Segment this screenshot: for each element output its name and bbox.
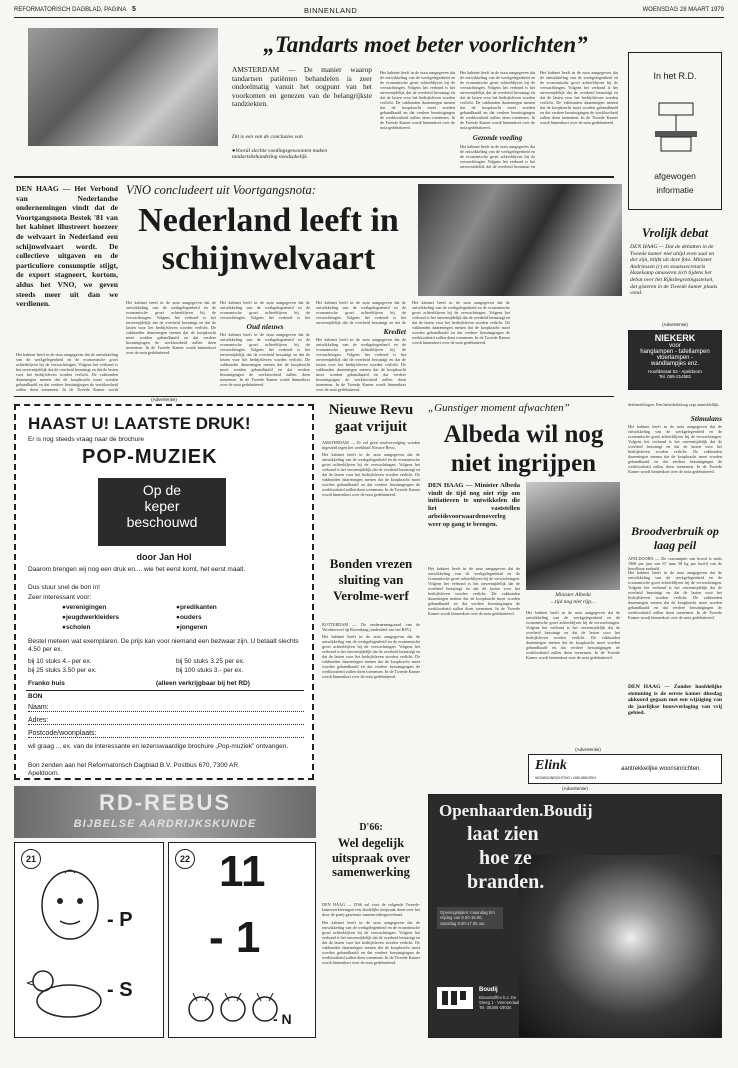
animals-drawing xyxy=(183,979,283,1038)
albeda-lead: DEN HAAG — Minister Albeda vindt de tijd nog niet rijp om initiatieven te ontwikkelen die het vaststellen arbeidsvoorwaardenoverleg weer op gang te brengen. xyxy=(428,482,520,528)
popmuziek-p3: Zeer interessant voor: xyxy=(28,594,92,601)
tandarts-intro2: ● Voorál slechte voedingsgewoonten maken tandartsbehandeling noodzakelijk. xyxy=(232,148,372,161)
vno-oud-nieuws: Oud nieuws xyxy=(246,322,284,331)
group-jeugdwerkleiders: ● jeugdwerkleiders xyxy=(62,614,119,621)
boudij-ad xyxy=(428,794,722,1038)
bon-postcode[interactable]: Postcode/woonplaats: xyxy=(28,730,304,738)
popmuziek-ad xyxy=(14,404,314,780)
popmuziek-p1: Daarom brengen wij nog een druk en.... wie het eerst komt, het eerst maalt. xyxy=(28,566,246,573)
boudij-line3: hoe ze xyxy=(479,847,532,869)
brood-body: Het kabinet heeft in de nota aangegeven dat de ontwikkeling van de werkgelegenheid en de economische groei achterblijven bij de verwachtingen. Volgens het verbond is het onvermijdelijk dat de overheid bezuinigt en dat de lasten voor het bedrijfsleven worden verlicht. De vakbonden daarentegen menen dat de koopkracht moet worden gehandhaafd en dat verdere bezuinigingen de werkloosheid zullen doen toenemen. In de Tweede Kamer wordt binnenkort over de nota gedebatteerd. xyxy=(628,570,722,620)
niekerk-address: Hoofdstraat 53 - Apeldoorn xyxy=(648,369,702,374)
rebus-minus-p: - P xyxy=(107,909,133,931)
bon-divider xyxy=(26,690,304,691)
brood-text: APELDOORN — De consumptie van brood is sinds 1968 per jaar van 67 naar 58 kg per hoofd van de bevolking gedaald. xyxy=(628,556,722,570)
rebus-panel-22 xyxy=(168,842,316,1038)
boudij-logo xyxy=(437,987,473,1009)
boudij-line1: Openhaarden.Boudij xyxy=(439,801,593,820)
price-100: bij 100 stuks 3.- per ex. xyxy=(176,667,244,674)
rebus-title: RD-REBUS xyxy=(98,790,232,815)
niekerk-ad xyxy=(628,330,722,390)
inrd-title: In het R.D. xyxy=(653,71,697,81)
vno-col2a: Het kabinet heeft in de nota aangegeven dat de ontwikkeling van de werkgelegenheid en de economische groei achterblijven bij de verwachtingen. Volgens het verbond is het xyxy=(220,300,310,320)
popmuziek-cover xyxy=(98,478,226,546)
niekerk-line2: hanglampen - tafellampen xyxy=(640,349,710,355)
duck-drawing xyxy=(27,963,107,1028)
bon-send: Bon zenden aan het Reformatorisch Dagblad B.V. Postbus 670, 7300 AR Apeldoorn. xyxy=(28,762,239,777)
cover-line3: beschouwd xyxy=(126,514,198,530)
elink-ad xyxy=(528,754,722,784)
albeda-photo xyxy=(526,482,620,590)
inrd-line2: informatie xyxy=(656,185,694,195)
popmuziek-brand: POP-MUZIEK xyxy=(82,446,218,468)
vno-col3b: Het kabinet heeft in de nota aangegeven dat de ontwikkeling van de werkgelegenheid en de economische groei achterblijven bij de verwachtingen. Volgens het verbond is het onvermijdelijk dat de overheid bezuinigt en dat de lasten voor het bedrijfsleven worden verlicht. De vakbonden daarentegen menen dat de koopkracht moet worden gehandhaafd en dat verdere bezuinigingen de werkloosheid zullen doen toenemen. In de Tweede Kamer wordt binnenkort over de nota gedebatteerd. xyxy=(316,337,406,392)
niekerk-line1: voor xyxy=(669,343,681,349)
bonden-headline: Bonden vrezen sluiting van Verolme-werf xyxy=(329,556,413,603)
masthead-page: 5 xyxy=(132,6,136,13)
group-verenigingen: ● verenigingen xyxy=(62,604,106,611)
bon-title: BON xyxy=(28,693,43,700)
niekerk-label: (Advertentie) xyxy=(662,322,688,327)
elink-label: (Advertentie) xyxy=(575,747,601,752)
cover-line1: Op de xyxy=(142,482,182,498)
albeda-headline: Albeda wil nog niet ingrijpen xyxy=(443,421,604,477)
fireplace-image xyxy=(519,855,722,1038)
niekerk-phone: Tel. 055-214581 xyxy=(658,374,692,379)
elink-sub: WONINGINRICHTING • NIEUWEGEIN xyxy=(535,776,596,780)
bonden-dateline: ROTTERDAM — De ondernemingsraad van de Verolmewerf op Rozenburg (onderdeel van het RSV). xyxy=(322,622,420,632)
elink-text: aantrekkelijke woonsinrichten. xyxy=(621,766,702,772)
stimulans-body: Het kabinet heeft in de nota aangegeven dat de ontwikkeling van de werkgelegenheid en de economische groei achterblijven bij de verwachtingen. Volgens het verbond is het onvermijdelijk dat de overheid bezuinigt en dat de lasten voor het bedrijfsleven worden verlicht. De vakbonden daarentegen menen dat de koopkracht moet worden gehandhaafd en dat verdere bezuinigingen de werkloosheid zullen doen toenemen. In de Tweede Kamer wordt binnenkort over de nota gedebatteerd. xyxy=(628,424,722,474)
boudij-line4: branden. xyxy=(467,871,545,893)
tandarts-col2b: Het kabinet heeft in de nota aangegeven dat de ontwikkeling van de werkgelegenheid en de economische groei achterblijven bij de verwachtingen. Volgens het verbond is het onvermijdelijk dat de overheid bezuinigt en xyxy=(460,144,535,168)
vno-col1: Het kabinet heeft in de nota aangegeven dat de ontwikkeling van de werkgelegenheid en de economische groei achterblijven bij de verwachtingen. Volgens het verbond is het onvermijdelijk dat de overheid bezuinigt en dat de lasten voor het bedrijfsleven worden verlicht. De vakbonden daarentegen menen dat de koopkracht moet worden gehandhaafd en dat verdere bezuinigingen de werkloosheid zullen doen toenemen. In de Tweede Kamer wordt binnenkort over de nota gedebatteerd. xyxy=(126,300,216,355)
boudij-addr: Bouwstoffen b.v. De Steeg 1 - Veenendaal Tel. 08385-19034 xyxy=(479,995,520,1011)
d66-headline: Wel degelijk uitspraak over samenwerking xyxy=(331,836,411,879)
brood-title: Broodverbruik op laag peil xyxy=(631,524,719,552)
franko-note: (alleen verkrijgbaar bij het RD) xyxy=(156,680,250,687)
tandarts-intro: Dit is een van de conclusies van xyxy=(232,134,303,140)
masthead-rule xyxy=(14,17,724,18)
vno-headline: Nederland leeft in schijnwelvaart xyxy=(138,202,399,277)
albeda-caption1: Minister Albeda xyxy=(555,592,591,598)
d66-kicker: D'66: xyxy=(359,822,383,833)
niekerk-line4: wandlampjes enz. xyxy=(650,361,700,367)
tandarts-col1: Het kabinet heeft in de nota aangegeven dat de ontwikkeling van de werkgelegenheid en de economische groei achterblijven bij de verwachtingen. Volgens het verbond is het onvermijdelijk dat de overheid bezuinigt en dat de lasten voor het bedrijfsleven worden verlicht. De vakbonden daarentegen menen dat de koopkracht moet worden gehandhaafd en dat verdere bezuinigingen de werkloosheid zullen doen toenemen. In de Tweede Kamer wordt binnenkort over de nota gedebatteerd. xyxy=(380,70,455,130)
popmuziek-label: (Advertentie) xyxy=(151,397,177,402)
boudij-small: Openingstijden: maandag t/m vrijdag van 8.00-18.00, zaterdag 9.00-17.00 uur. xyxy=(437,907,503,929)
tandarts-col3: Het kabinet heeft in de nota aangegeven dat de ontwikkeling van de werkgelegenheid en de economische groei achterblijven bij de verwachtingen. Volgens het verbond is het onvermijdelijk dat de overheid bezuinigt en dat de lasten voor het bedrijfsleven worden verlicht. De vakbonden daarentegen menen dat de koopkracht moet worden gehandhaafd en dat verdere bezuinigingen de werkloosheid zullen doen toenemen. In de Tweede Kamer wordt binnenkort over de nota gedebatteerd. xyxy=(540,70,618,125)
group-scholen: ● scholen xyxy=(62,624,91,631)
rebus-minus-n: - N xyxy=(273,1011,292,1027)
group-predikanten: ● predikanten xyxy=(176,604,217,611)
rebus-panel-21 xyxy=(14,842,164,1038)
tandarts-headline: „Tandarts moet beter voorlichten” xyxy=(263,32,588,57)
rebus-sub: BIJBELSE AARDRIJKSKUNDE xyxy=(73,818,257,830)
revu-headline: Nieuwe Revu gaat vrijuit xyxy=(328,402,414,435)
popmuziek-p2: Dus stuur snel de bon in! xyxy=(28,584,100,591)
bon-want: wil graag ... ex. van de interessante en lezenswaardige brochure „Pop-muziek” ontvangen. xyxy=(28,743,289,750)
cover-line2: keper xyxy=(144,498,180,514)
albeda-body2: Het kabinet heeft in de nota aangegeven dat de ontwikkeling van de werkgelegenheid en de economische groei achterblijven bij de verwachtingen. Volgens het verbond is het onvermijdelijk dat de overheid bezuinigt en dat de lasten voor het bedrijfsleven worden verlicht. De vakbonden daarentegen menen dat de koopkracht moet worden gehandhaafd en dat verdere bezuinigingen de werkloosheid zullen doen toenemen. In de Tweede Kamer wordt binnenkort over de nota gedebatteerd. xyxy=(526,610,620,660)
tandarts-subhead: Gezonde voeding xyxy=(472,134,523,142)
d66-text: DEN HAAG — D'66 zal voor de volgende Tweede-kamerverkiezingen een duidelijke uitspraak doen over het door de partij gewenste samenwerkingsverband. xyxy=(322,902,420,917)
tandarts-col2: Het kabinet heeft in de nota aangegeven dat de ontwikkeling van de werkgelegenheid en de economische groei achterblijven bij de verwachtingen. Volgens het verbond is het onvermijdelijk dat de overheid bezuinigt en dat de lasten voor het bedrijfsleven worden verlicht. De vakbonden daarentegen menen dat de koopkracht moet worden gehandhaafd en dat verdere bezuinigingen de werkloosheid zullen doen toenemen. In de Tweede Kamer wordt binnenkort over de nota gedebatteerd. xyxy=(460,70,535,130)
stimulans-top: derhandelingen. Een beleidsdialoog zegt onmiddellijk. xyxy=(628,402,720,407)
boudij-name: Boudij xyxy=(479,987,498,993)
d66-body: Het kabinet heeft in de nota aangegeven dat de ontwikkeling van de werkgelegenheid en de economische groei achterblijven bij de verwachtingen. Volgens het verbond is het onvermijdelijk dat de overheid bezuinigt en dat de lasten voor het bedrijfsleven worden verlicht. De vakbonden daarentegen menen dat de koopkracht moet worden gehandhaafd en dat verdere bezuinigingen de werkloosheid zullen doen toenemen. In de Tweede Kamer wordt binnenkort over de nota gedebatteerd. xyxy=(322,920,420,965)
masthead-section: BINNENLAND xyxy=(304,6,358,15)
bon-adres[interactable]: Adres: xyxy=(28,717,304,725)
price-25: bij 25 stuks 3.50 per ex. xyxy=(28,667,97,674)
niekerk-line3: vloerlampen - xyxy=(656,355,694,361)
inrd-box xyxy=(628,52,722,210)
tandarts-lead: AMSTERDAM — De manier waarop tandartsen patiënten behandelen is zeer ondoelmatig vanuit het oogpunt van het voorkomen en genezen van de belangrijkste tandziekten. xyxy=(232,65,372,109)
price-50: bij 50 stuks 3.25 per ex. xyxy=(176,658,245,665)
rebus-number-22: 22 xyxy=(175,849,195,869)
franko: Franko huis xyxy=(28,680,65,687)
albeda-body1: Het kabinet heeft in de nota aangegeven dat de ontwikkeling van de werkgelegenheid en de economische groei achterblijven bij de verwachtingen. Volgens het verbond is het onvermijdelijk dat de overheid bezuinigt en dat de lasten voor het bedrijfsleven worden verlicht. De vakbonden daarentegen menen dat de koopkracht moet worden gehandhaafd en dat verdere bezuinigingen de werkloosheid zullen doen toenemen. In de Tweede Kamer wordt binnenkort over de nota gedebatteerd. xyxy=(428,566,520,616)
stimulans-sub: Stimulans xyxy=(690,414,722,423)
vrolijk-title: Vrolijk debat xyxy=(641,226,709,240)
inrd-line1: afgewogen xyxy=(654,171,696,181)
rebus-eleven: 11 xyxy=(219,847,266,896)
scale-icon xyxy=(651,97,701,155)
vno-col3a: Het kabinet heeft in de nota aangegeven dat de ontwikkeling van de werkgelegenheid en de economische groei achterblijven bij de verwachtingen. Volgens het verbond is het onvermijdelijk dat de overheid bezuinigt en dat de xyxy=(316,300,406,325)
popmuziek-p4: Bestel meteen wat exemplaren. De prijs kan voor niemand een bezwaar zijn. U betaalt slechts 4.50 per ex. xyxy=(28,638,299,653)
niekerk-name: NIEKERK xyxy=(654,333,696,343)
vno-col2b: Het kabinet heeft in de nota aangegeven dat de ontwikkeling van de werkgelegenheid en de economische groei achterblijven bij de verwachtingen. Volgens het verbond is het onvermijdelijk dat de overheid bezuinigt en dat de lasten voor het bedrijfsleven worden verlicht. De vakbonden daarentegen menen dat de koopkracht moet worden gehandhaafd en dat verdere bezuinigingen de werkloosheid zullen doen toenemen. In de Tweede Kamer wordt binnenkort over de nota gedebatteerd. xyxy=(220,332,310,387)
boudij-line2: laat zien xyxy=(467,823,539,845)
rebus-number-21: 21 xyxy=(21,849,41,869)
rebus-minus-s: - S xyxy=(107,979,133,1001)
vno-lead-body: Het kabinet heeft in de nota aangegeven dat de ontwikkeling van de werkgelegenheid en de economische groei achterblijven bij de verwachtingen. Volgens het verbond is het onvermijdelijk dat de overheid bezuinigt en dat de lasten voor het bedrijfsleven worden verlicht. De vakbonden daarentegen menen dat de koopkracht moet worden gehandhaafd en dat verdere bezuinigingen de werkloosheid zullen doen toenemen. In de Tweede Kamer wordt xyxy=(16,352,118,392)
bon-naam[interactable]: Naam: xyxy=(28,704,304,712)
group-jongeren: ● jongeren xyxy=(176,624,207,631)
boudij-label: (Advertentie) xyxy=(562,786,588,791)
brood-den: DEN HAAG — Zonder hoofdelijke stemming is de eerste kamer dinsdag akkoord gegaan met een wijziging van de jaarlijkse bouwverlaging van vrij gebied. xyxy=(628,684,722,717)
revu-body: Het kabinet heeft in de nota aangegeven dat de ontwikkeling van de werkgelegenheid en de economische groei achterblijven bij de verwachtingen. Volgens het verbond is het onvermijdelijk dat de overheid bezuinigt en dat de lasten voor het bedrijfsleven worden verlicht. De vakbonden daarentegen menen dat de koopkracht moet worden gehandhaafd en dat verdere bezuinigingen de werkloosheid zullen doen toenemen. In de Tweede Kamer wordt binnenkort over de nota gedebatteerd. xyxy=(322,452,420,497)
debate-photo xyxy=(418,184,622,296)
vno-kicker: VNO concludeert uit Voortgangsnota: xyxy=(126,183,316,197)
bonden-body: Het kabinet heeft in de nota aangegeven dat de ontwikkeling van de werkgelegenheid en de economische groei achterblijven bij de verwachtingen. Volgens het verbond is het onvermijdelijk dat de overheid bezuinigt en dat de lasten voor het bedrijfsleven worden verlicht. De vakbonden daarentegen menen dat de koopkracht moet worden gehandhaafd en dat verdere bezuinigingen de werkloosheid zullen doen toenemen. In de Tweede Kamer wordt binnenkort over de nota gedebatteerd. xyxy=(322,634,420,679)
baby-drawing xyxy=(35,863,105,958)
revu-dateline: AMSTERDAM — Er zal geen strafvervolging worden ingesteld tegen het weekblad Nieuwe Revu. xyxy=(322,440,420,450)
masthead-date: WOENSDAG 28 MAART 1979 xyxy=(642,7,724,13)
vno-krediet: Krediet xyxy=(383,327,406,336)
popmuziek-sub: Er is nog steeds vraag naar de brochure xyxy=(28,436,144,443)
rule-top xyxy=(14,176,614,178)
albeda-kicker: „Gunstiger moment afwachten” xyxy=(428,402,570,414)
rebus-banner xyxy=(14,786,316,838)
elink-brand: Elink xyxy=(535,758,567,773)
albeda-caption2: ...tijd nog niet rijp... xyxy=(550,599,596,605)
masthead-paper: REFORMATORISCH DAGBLAD, PAGINA xyxy=(14,7,127,13)
dentist-photo xyxy=(28,28,218,146)
group-ouders: ● ouders xyxy=(176,614,202,621)
vno-col4: Het kabinet heeft in de nota aangegeven dat de ontwikkeling van de werkgelegenheid en de economische groei achterblijven bij de verwachtingen. Volgens het verbond is het onvermijdelijk dat de overheid bezuinigt en dat de lasten voor het bedrijfsleven worden verlicht. De vakbonden daarentegen menen dat de koopkracht moet worden gehandhaafd en dat verdere bezuinigingen de werkloosheid zullen doen toenemen. In de Tweede Kamer wordt binnenkort over de nota gedebatteerd. xyxy=(412,300,510,345)
popmuziek-title: HAAST U! LAATSTE DRUK! xyxy=(28,414,251,433)
popmuziek-author: door Jan Hol xyxy=(136,552,192,562)
vno-lead: DEN HAAG — Het Verbond van Nederlandse ondernemingen vindt dat de Voortgangsnota Bestek '81 van het kabinet illustreert hoezeer de welvaart in Nederland een schijnwelvaart wordt. De collectieve uitgaven en de particuliere consumptie stijgt, de export stagneert, kortom, aldus het VNO, we geven steeds meer uit dan we verdienen. xyxy=(16,184,118,309)
vrolijk-text: DEN HAAG — Dat de debatten in de Tweede kamer niet altijd even saai en dor zijn, blijkt uit deze foto. Minister Andriessen (r) en staatssecretaris Hazekamp amuseren zich tijdens het debat over het Rijksbegrotingsstelsel, dat gisteren in de Tweede kamer plaats vond. xyxy=(630,244,718,297)
rebus-minus-1: - 1 xyxy=(209,913,261,962)
price-10: bij 10 stuks 4.- per ex. xyxy=(28,658,92,665)
masthead xyxy=(14,6,724,16)
